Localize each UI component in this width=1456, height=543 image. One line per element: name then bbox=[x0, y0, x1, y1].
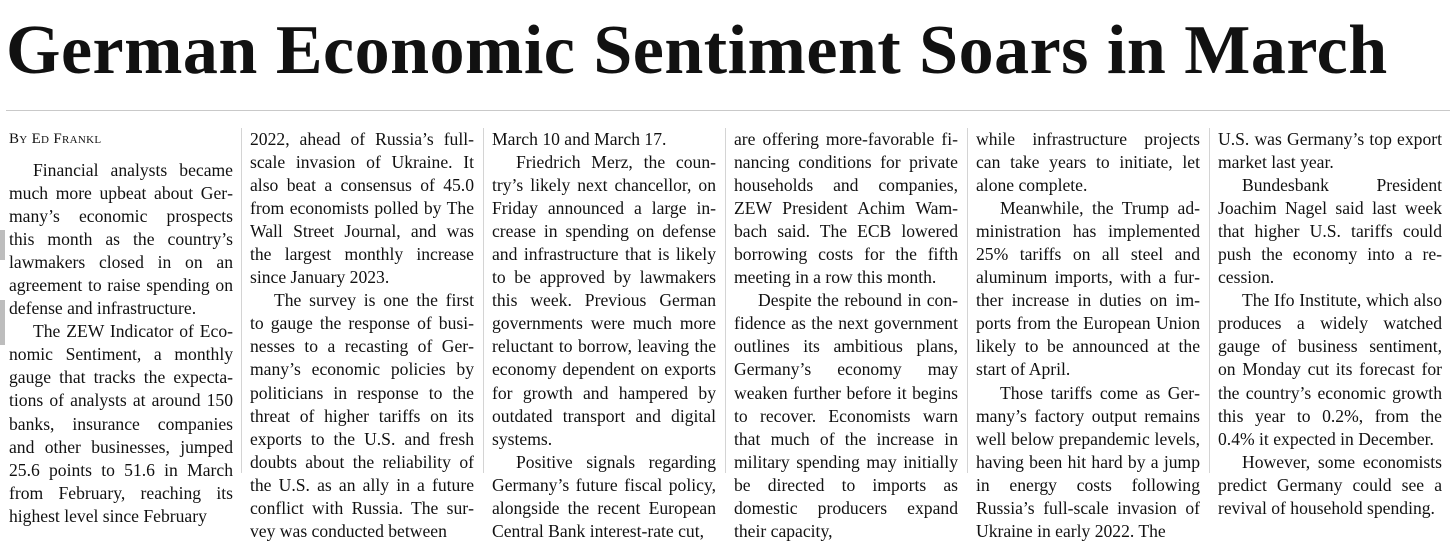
article-column-6 bbox=[1218, 128, 1442, 518]
column-divider bbox=[241, 128, 242, 473]
left-edge-tab-lower bbox=[0, 300, 5, 345]
article-column-4 bbox=[734, 128, 958, 541]
article-paragraph: The ZEW Indicator of Economic Sentiment, a monthly gauge that tracks the expectations of analysts at around 150 banks, insurance companies and other businesses, jumped 25.6 points to 51.6 in March from February, reaching its highest level since February bbox=[9, 321, 233, 526]
headline: German Economic Sentiment Soars in March bbox=[6, 12, 1388, 89]
article-paragraph: Friedrich Merz, the country’s likely next chancellor, on Friday announced a large increase in spending on defense and infrastructure that is likely to be approved by lawmakers this week. Previous German governments were much more reluctant to borrow, leaving the economy dependent on exports for growth and hampered by outdated transport and digital systems. bbox=[492, 152, 716, 449]
article-paragraph: The Ifo Institute, which also produces a widely watched gauge of business sentiment, on Monday cut its forecast for the country’s economic growth this year to 0.2%, from the 0.4% it expected in December. bbox=[1218, 290, 1442, 449]
article-column-5 bbox=[976, 128, 1200, 541]
article-column-2 bbox=[250, 128, 474, 541]
article-paragraph: are offering more-favorable financing conditions for private households and companies, ZEW President Achim Wambach said. The ECB lowered borrowing costs for the fifth meeting in a row this month. bbox=[734, 129, 958, 288]
column-divider bbox=[725, 128, 726, 473]
column-divider bbox=[967, 128, 968, 473]
article-paragraph: Meanwhile, the Trump administration has implemented 25% tariffs on all steel and aluminum imports, with a further increase in duties on imports from the European Union likely to be announced at the start of April. bbox=[976, 198, 1200, 380]
article-column-1 bbox=[9, 128, 233, 526]
article-paragraph: U.S. was Germany’s top export market last year. bbox=[1218, 129, 1442, 173]
article-paragraph: Positive signals regarding Germany’s future fiscal policy, alongside the recent European Central Bank interest-rate cut, bbox=[492, 451, 716, 541]
article-paragraph: 2022, ahead of Russia’s full-scale invasion of Ukraine. It also beat a consensus of 45.0 from economists polled by The Wall Street Journal, and was the largest monthly increase since January 2023. bbox=[250, 129, 474, 288]
article-paragraph: Those tariffs come as Germany’s factory output remains well below prepandemic levels, having been hit hard by a jump in energy costs following Russia’s full-scale invasion of Ukraine in early 2022. The bbox=[976, 382, 1200, 541]
headline-divider bbox=[6, 110, 1450, 111]
left-edge-tab bbox=[0, 230, 5, 260]
column-divider bbox=[1209, 128, 1210, 473]
article-paragraph: However, some economists predict Germany could see a revival of household spending. bbox=[1218, 451, 1442, 518]
column-divider bbox=[483, 128, 484, 473]
article-paragraph: The survey is one the first to gauge the response of businesses to a recasting of Germany’s economic policies by politicians in response to the threat of higher tariffs on its exports to the U.S. and fresh doubts about the reliability of the U.S. as an ally in a future conflict with Russia. The survey was conducted between bbox=[250, 290, 474, 541]
article-paragraph: Bundesbank President Joachim Nagel said last week that higher U.S. tariffs could push the economy into a recession. bbox=[1218, 175, 1442, 288]
article-column-3 bbox=[492, 128, 716, 541]
article-paragraph: Despite the rebound in confidence as the next government outlines its ambitious plans, Germany’s economy may weaken further before it begins to recover. Economists warn that much of the increase in military spending may initially be directed to imports as domestic producers expand their capacity, bbox=[734, 290, 958, 541]
article-paragraph: March 10 and March 17. bbox=[492, 129, 667, 149]
article-paragraph: while infrastructure projects can take years to initiate, let alone complete. bbox=[976, 129, 1200, 196]
article-paragraph: Financial analysts became much more upbeat about Germany’s economic prospects this month as the country’s lawmakers closed in on an agreement to raise spending on defense and infrastructure. bbox=[9, 160, 233, 319]
byline: By Ed Frankl bbox=[9, 131, 102, 147]
